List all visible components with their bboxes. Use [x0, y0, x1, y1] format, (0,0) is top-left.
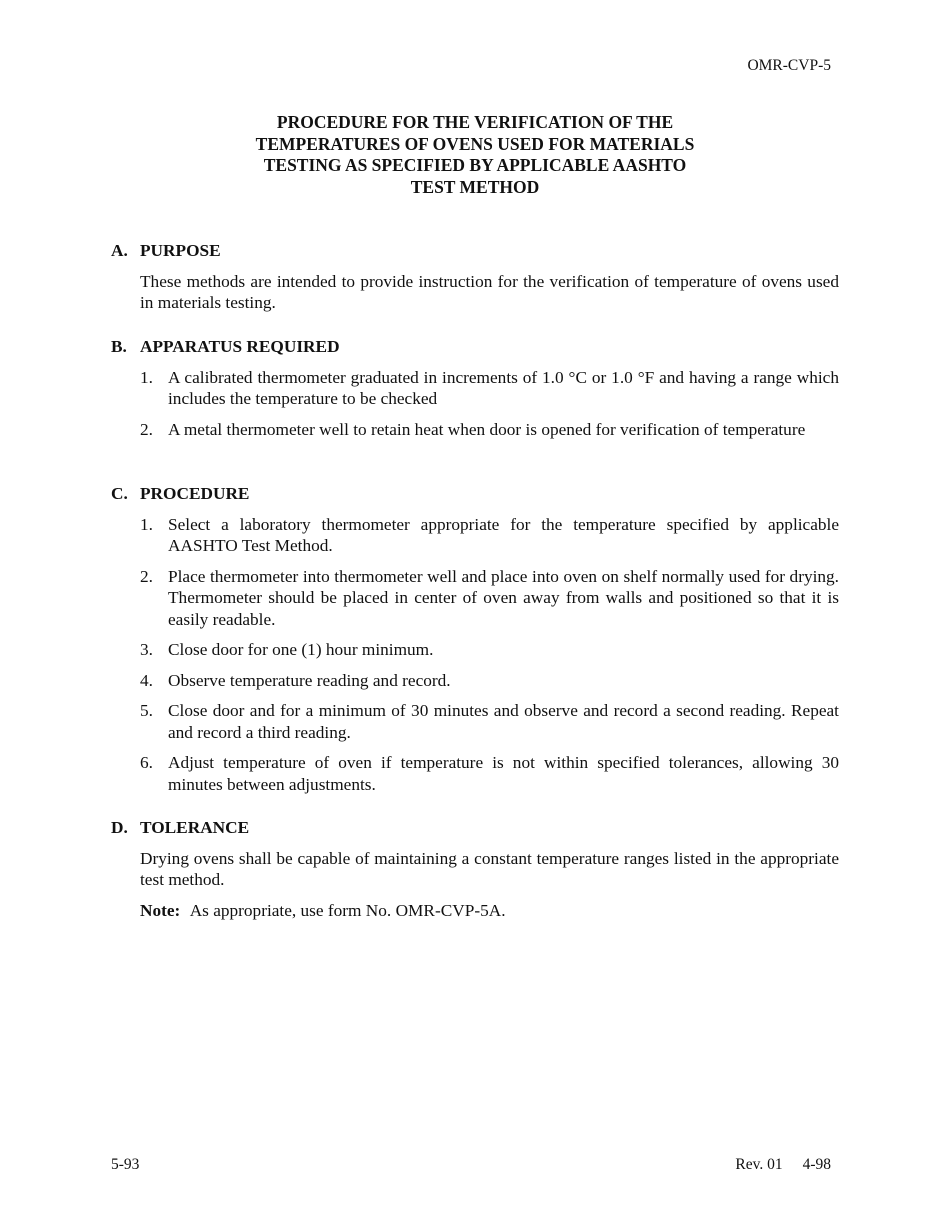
section-heading — [111, 240, 839, 262]
procedure-list — [140, 514, 839, 796]
page-title — [0, 112, 950, 198]
revision-label: Rev. 01 — [735, 1156, 783, 1173]
item-number: 5. — [140, 701, 153, 720]
item-text: Observe temperature reading and record. — [168, 670, 451, 690]
item-number: 3. — [140, 640, 153, 659]
item-text: A metal thermometer well to retain heat when door is opened for verification of temperature — [168, 419, 806, 439]
list-item — [140, 700, 839, 743]
section-apparatus — [111, 336, 839, 449]
item-number: 1. — [140, 514, 153, 534]
title-line: TEMPERATURES OF OVENS USED FOR MATERIALS — [255, 133, 695, 154]
section-letter: B. — [111, 337, 127, 356]
note — [140, 900, 839, 922]
list-item — [140, 367, 839, 410]
item-number: 2. — [140, 566, 153, 586]
list-item — [140, 514, 839, 557]
item-number: 6. — [140, 753, 153, 772]
list-item — [140, 752, 839, 795]
section-heading — [111, 817, 839, 839]
list-item — [140, 639, 839, 661]
footer-revision — [735, 1154, 831, 1176]
item-text: Place thermometer into thermometer well and place into oven on shelf normally used for drying. Thermometer should be placed in center of oven away from walls and positioned so that it is easily readable. — [168, 566, 839, 629]
item-text: A calibrated thermometer graduated in increments of 1.0 °C or 1.0 °F and having a range which includes the temperature to be checked — [168, 367, 839, 408]
document-code: OMR-CVP-5 — [747, 57, 831, 74]
item-text: Select a laboratory thermometer appropriate for the temperature specified by applicable AASHTO Test Method. — [168, 514, 839, 555]
list-item — [140, 419, 839, 441]
item-text: Close door and for a minimum of 30 minutes and observe and record a second reading. Repeat and record a third reading. — [168, 701, 839, 742]
section-body: These methods are intended to provide instruction for the verification of temperature of ovens used in materials testing. — [140, 271, 839, 312]
note-text: As appropriate, use form No. OMR-CVP-5A. — [189, 900, 506, 920]
apparatus-list — [140, 367, 839, 441]
item-number: 2. — [140, 419, 153, 439]
section-heading — [111, 336, 839, 358]
footer-page-number: 5-93 — [111, 1156, 140, 1173]
revision-date: 4-98 — [802, 1156, 831, 1173]
section-title: APPARATUS REQUIRED — [140, 337, 340, 356]
item-text: Close door for one (1) hour minimum. — [168, 640, 434, 659]
section-tolerance — [111, 817, 839, 921]
item-text: Adjust temperature of oven if temperature is not within specified tolerances, allowing 30 minutes between adjustments. — [168, 753, 839, 794]
section-letter: D. — [111, 818, 128, 837]
list-item — [140, 670, 839, 692]
section-purpose — [111, 240, 839, 314]
title-line: PROCEDURE FOR THE VERIFICATION OF THE — [276, 112, 674, 132]
section-letter: A. — [111, 241, 128, 260]
section-title: TOLERANCE — [140, 818, 250, 837]
section-title: PURPOSE — [140, 241, 221, 260]
list-item — [140, 566, 839, 631]
section-heading — [111, 483, 839, 505]
title-line: TESTING AS SPECIFIED BY APPLICABLE AASHTO — [263, 155, 687, 175]
title-line: TEST METHOD — [410, 176, 540, 197]
item-number: 4. — [140, 670, 153, 690]
section-letter: C. — [111, 484, 128, 503]
section-body: Drying ovens shall be capable of maintaining a constant temperature ranges listed in the appropriate test method. — [140, 848, 839, 889]
note-label: Note: — [140, 900, 181, 920]
section-title: PROCEDURE — [140, 484, 250, 503]
item-number: 1. — [140, 367, 153, 387]
section-procedure — [111, 483, 839, 804]
